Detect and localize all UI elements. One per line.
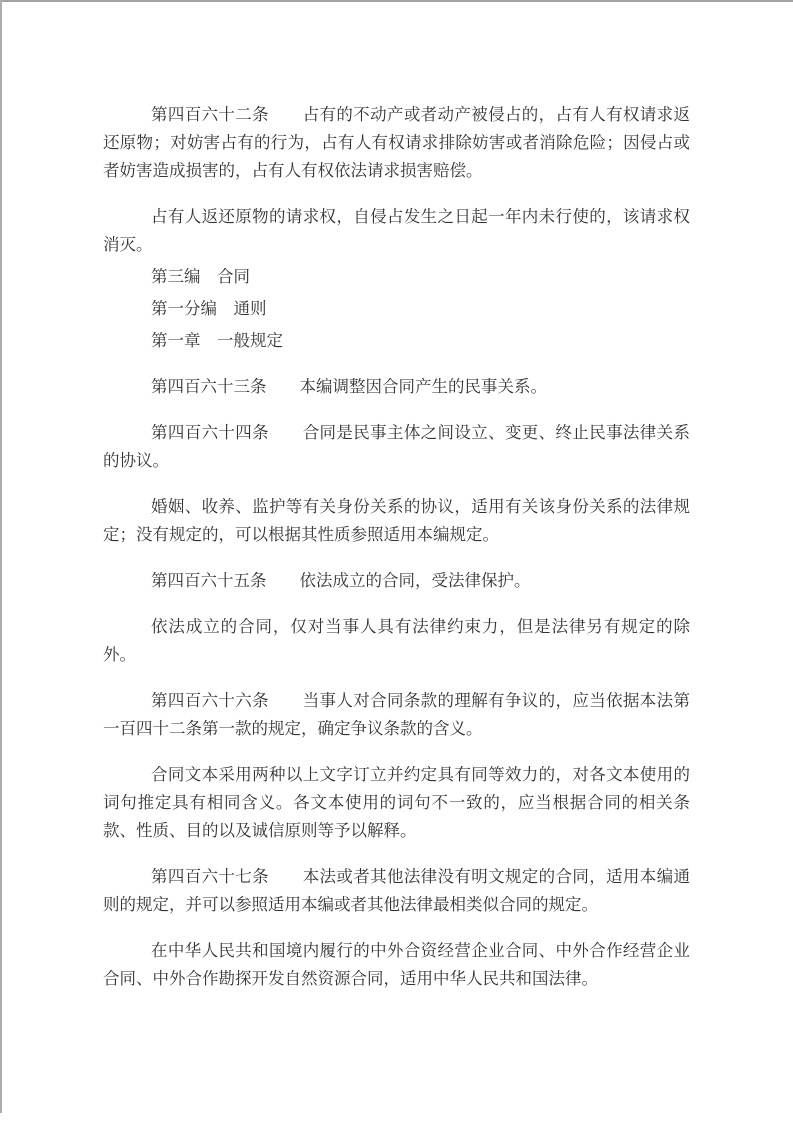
book-heading: 第三编 合同 (151, 267, 250, 286)
article-paragraph-464: 第四百六十四条 合同是民事主体之间设立、变更、终止民事法律关系的协议。 (103, 423, 690, 470)
page-left-edge-line (0, 0, 2, 1113)
article-paragraph-465: 第四百六十五条 依法成立的合同，受法律保护。 (151, 571, 531, 590)
document-text-area (103, 101, 690, 993)
article-paragraph-466: 第四百六十六条 当事人对合同条款的理解有争议的，应当依据本法第一百四十二条第一款的规定，确定争议条款的含义。 (103, 691, 690, 738)
chapter-heading: 第一章 一般规定 (151, 331, 283, 350)
article-paragraph-463: 第四百六十三条 本编调整因合同产生的民事关系。 (151, 377, 547, 396)
page-top-edge-line (0, 0, 793, 2)
body-paragraph: 合同文本采用两种以上文字订立并约定具有同等效力的，对各文本使用的词句推定具有相同含义。各文本使用的词句不一致的，应当根据合同的相关条款、性质、目的以及诚信原则等予以解释。 (103, 765, 690, 840)
body-paragraph: 依法成立的合同，仅对当事人具有法律约束力，但是法律另有规定的除外。 (103, 617, 690, 664)
body-paragraph: 占有人返还原物的请求权，自侵占发生之日起一年内未行使的，该请求权消灭。 (103, 207, 690, 254)
body-paragraph: 在中华人民共和国境内履行的中外合资经营企业合同、中外合作经营企业合同、中外合作勘探开发自然资源合同，适用中华人民共和国法律。 (103, 941, 690, 988)
article-paragraph-467: 第四百六十七条 本法或者其他法律没有明文规定的合同，适用本编通则的规定，并可以参照适用本编或者其他法律最相类似合同的规定。 (103, 867, 690, 914)
article-paragraph-462: 第四百六十二条 占有的不动产或者动产被侵占的，占有人有权请求返还原物；对妨害占有的行为，占有人有权请求排除妨害或者消除危险；因侵占或者妨害造成损害的，占有人有权依法请求损害赔偿。 (103, 105, 690, 180)
subpart-heading: 第一分编 通则 (151, 299, 267, 318)
body-paragraph: 婚姻、收养、监护等有关身份关系的协议，适用有关该身份关系的法律规定；没有规定的，可以根据其性质参照适用本编规定。 (103, 497, 690, 544)
